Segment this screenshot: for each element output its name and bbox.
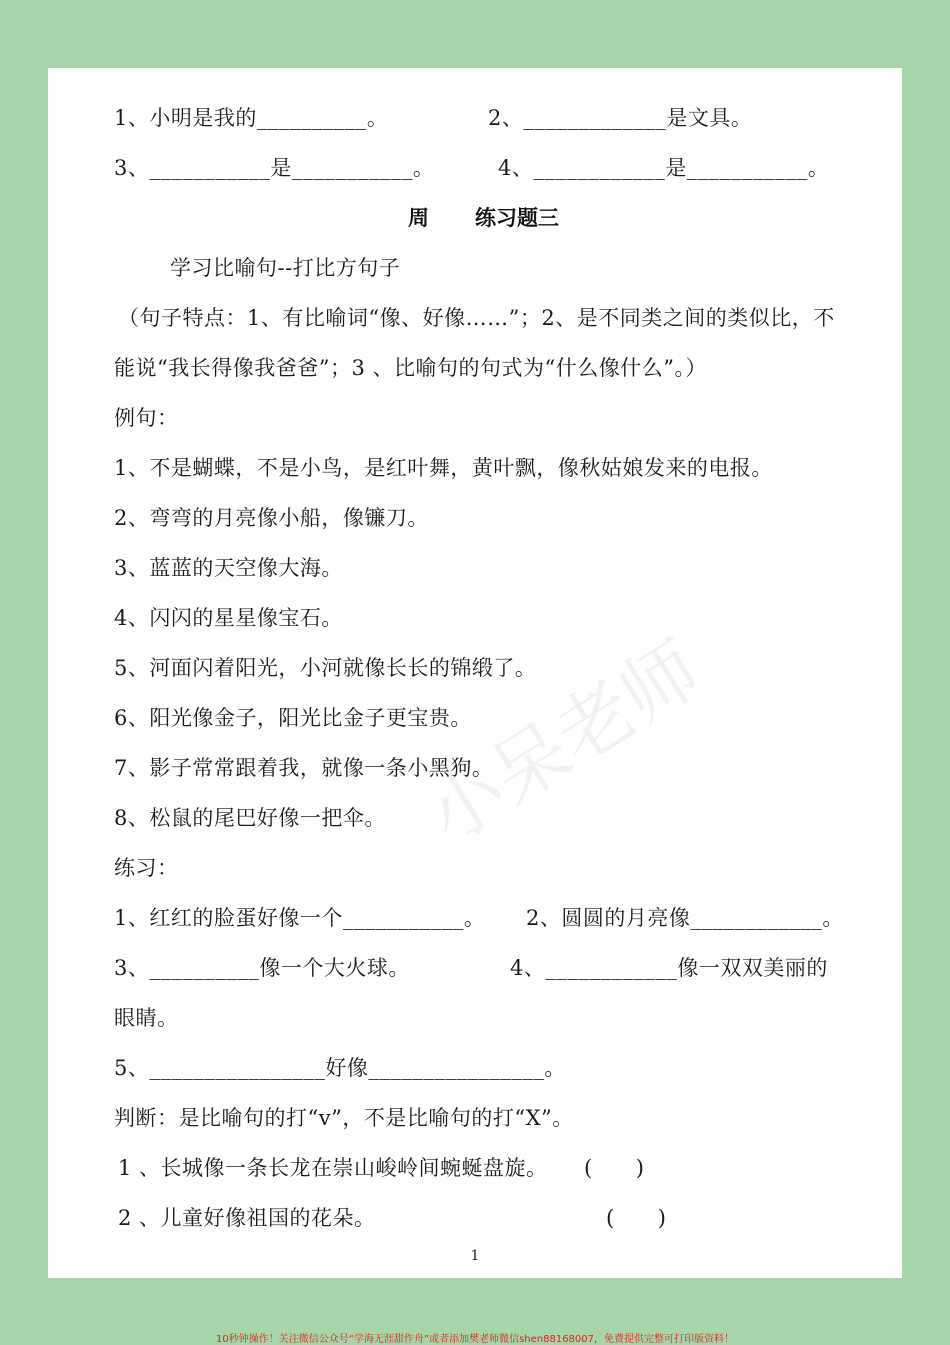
example-item: 4、闪闪的星星像宝石。 <box>114 606 343 630</box>
examples-label: 例句： <box>114 406 179 430</box>
judge-answer-box-1[interactable]: ( ) <box>584 1156 645 1180</box>
practice-label: 练习： <box>114 856 179 880</box>
promo-footer: 10秒钟操作！关注微信公众号“学海无涯甜作舟”或者添加樊老师微信shen88168007，免费提供完整可打印版资料！ <box>215 1334 735 1345</box>
fill-blank-1: 1、小明是我的__________。 <box>114 106 389 130</box>
fill-blank-3: 3、___________是___________。 <box>114 156 435 180</box>
example-item: 1、不是蝴蝶，不是小鸟，是红叶舞，黄叶飘，像秋姑娘发来的电报。 <box>114 456 773 480</box>
fill-blank-2: 2、_____________是文具。 <box>488 106 753 130</box>
judge-answer-box-2[interactable]: ( ) <box>606 1206 667 1230</box>
watermark: 小呆老师 <box>410 624 716 861</box>
worksheet-page <box>48 68 902 1278</box>
practice-item-3: 3、__________像一个大火球。 <box>114 956 410 980</box>
title-exercise: 练习题三 <box>475 205 559 230</box>
example-item: 2、弯弯的月亮像小船，像镰刀。 <box>114 506 429 530</box>
practice-item-2: 2、圆圆的月亮像____________。 <box>526 906 844 930</box>
example-item: 6、阳光像金子，阳光比金子更宝贵。 <box>114 706 472 730</box>
example-item: 5、河面闪着阳光，小河就像长长的锦缎了。 <box>114 656 537 680</box>
practice-item-4-cont: 眼睛。 <box>114 1006 179 1030</box>
example-item: 8、松鼠的尾巴好像一把伞。 <box>114 806 386 830</box>
judge-item-2: 2 、儿童好像祖国的花朵。 <box>118 1206 376 1230</box>
judge-item-1: 1 、长城像一条长龙在崇山峻岭间蜿蜒盘旋。 <box>118 1156 548 1180</box>
subtitle: 学习比喻句--打比方句子 <box>170 256 401 280</box>
practice-item-5: 5、________________好像________________。 <box>114 1056 566 1080</box>
fill-blank-4: 4、____________是___________。 <box>498 156 830 180</box>
practice-item-4: 4、____________像一双双美丽的 <box>510 956 828 980</box>
example-item: 3、蓝蓝的天空像大海。 <box>114 556 343 580</box>
example-item: 7、影子常常跟着我，就像一条小黑狗。 <box>114 756 494 780</box>
page-number: 1 <box>470 1248 480 1264</box>
note-line-2: 能说“我长得像我爸爸”；3 、比喻句的句式为“什么像什么”。） <box>114 356 707 380</box>
practice-item-1: 1、红红的脸蛋好像一个___________。 <box>114 906 486 930</box>
note-line-1: （句子特点：1、有比喻词“像、好像……”；2、是不同类之间的类似比，不 <box>118 306 835 330</box>
judge-label: 判断：是比喻句的打“v”，不是比喻句的打“X”。 <box>114 1106 574 1130</box>
title-week: 周 <box>408 205 429 230</box>
section-title <box>408 202 559 232</box>
